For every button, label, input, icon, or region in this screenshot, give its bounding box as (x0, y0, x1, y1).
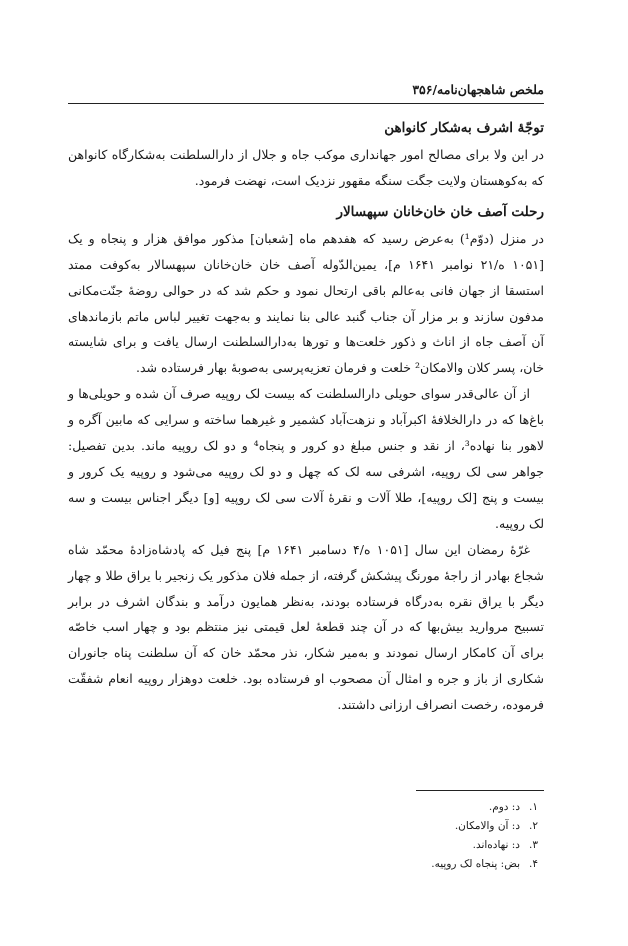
footnote-number: ۱. (529, 801, 538, 813)
footnote-item (200, 855, 538, 874)
footnote-number: ۲. (529, 820, 538, 832)
footnote-item (200, 836, 538, 855)
page-body (68, 118, 544, 718)
section-heading-death: رحلت آصف خان خان‌خانان سپهسالار (336, 203, 544, 220)
footnote-item (200, 798, 538, 817)
footnote-rule (416, 790, 544, 791)
footnote-number: ۴. (529, 858, 538, 870)
footnote-item (200, 817, 538, 836)
running-header: ملخص شاهجهان‌نامه/۳۵۶ (412, 82, 544, 97)
footnote-number: ۳. (529, 839, 538, 851)
footnote-text: د: آن والامکان. (454, 820, 520, 832)
section-gap (68, 194, 544, 202)
paragraph-elephants: غرّهٔ رمضان این سال [۱۰۵۱ ه/۴ دسامبر ۱۶۴۱ م] پنج فیل که پادشاه‌زادهٔ محمّد شاه شجاع بهادر از راجهٔ مورنگ پیشکش گرفته، از جمله فلان مذکور یک زنجیر با یراق طلا و چهار دیگر با یراق نقره به‌درگاه فرستاده بودند، به‌نظر همایون درآمد و بندگان اشرف در برابر تسبیح مروارید بیش‌بها که در آن چند قطعهٔ لعل قیمتی نیز منتظم بود و چهار اسب خاصّه برای آن کامکار ارسال نمودند و به‌میر شکار، نذر محمّد خان که آن سلطنت پناه جانوران شکاری از باز و جره و امثال آن مصحوب او فرستاده بود. خلعت دوهزار روپیه انعام شفقّت فرموده، رخصت انصراف ارزانی داشتند. (68, 541, 544, 713)
paragraph-death: در منزل (دوّم¹) به‌عرض رسید که هفدهم ماه [شعبان] مذکور موافق هزار و پنجاه و یک [۱۰۵۱ ه/۲۱ نوامبر ۱۶۴۱ م]، یمین‌الدّوله آصف خان خان‌خانان سپهسالار به‌کوفت ممتد استسقا از جهان فانی به‌عالم باقی ارتحال نمود و حکم شد که در حوالی روضهٔ جنّت‌مکانی مدفون سازند و بر مزار آن جناب گنبد عالی بنا نمایند و به‌جهت تغییر لباس ماتم بازماندهای آن آصف جاه از اناث و ذکور خلعت‌ها و تورها به‌دارالسلطنت ارسال یافت و برای شایسته خان، پسر کلان والامکان² خلعت و فرمان تعزیه‌پرسی به‌صوبهٔ بهار فرستاده شد. (68, 230, 544, 376)
footnote-text: د: دوم. (488, 801, 520, 813)
paragraph-hunting: در این ولا برای مصالح امور جهانداری موکب جاه و جلال از دارالسلطنت به‌شکارگاه کانواهن که به‌کوهستان ولایت جگت سنگه مقهور نزدیک است، نهضت فرمود. (68, 147, 544, 188)
footnote-text: د: نهاده‌اند. (472, 839, 520, 851)
footnote-text: بض: پنجاه لک روپیه. (431, 858, 520, 870)
paragraph-estate: از آن عالی‌قدر سوای حویلی دارالسلطنت که بیست لک روپیه صرف آن شده و حویلی‌ها و باغ‌ها که در دارالخلافهٔ اکبرآباد و نزهت‌آباد کشمیر و غیرهما ساخته و سرایی که مابین آگره و لاهور بنا نهاده³، از نقد و جنس مبلغ دو کرور و پنجاه⁴ و دو لک روپیه ماند. بدین تفصیل: جواهر سی لک روپیه، اشرفی سه لک که چهل و دو لک روپیه می‌شود و روپیه یک کرور و بیست و پنج [لک روپیه]، طلا آلات و نقرهٔ آلات سی لک روپیه [و] دیگر اجناس بیست و سه لک روپیه. (68, 386, 545, 531)
header-rule (68, 103, 544, 104)
section-heading-hunting: توجّهٔ اشرف به‌شکار کانواهن (384, 120, 544, 136)
footnotes (200, 798, 538, 874)
